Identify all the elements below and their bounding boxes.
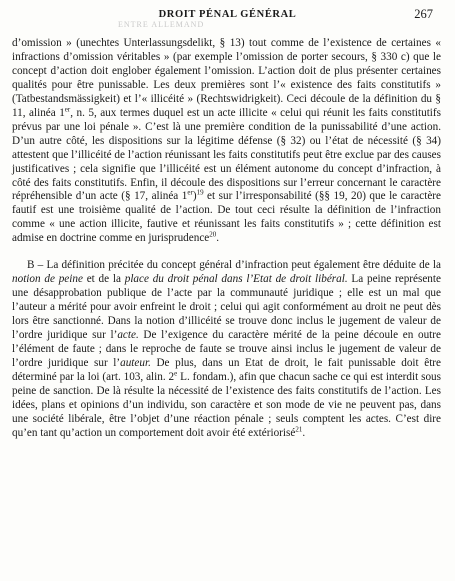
body-text [12, 37, 441, 441]
footnote-ref-19: 19 [196, 188, 204, 197]
running-title: DROIT PÉNAL GÉNÉRAL [158, 9, 297, 20]
text-run: De plus, dans un Etat de droit, le fait punissable doit être déterminé par la loi (art. 103, alin. 2 [12, 356, 441, 383]
paragraph-a [12, 37, 441, 246]
italic-phrase: place du droit pénal dans l’Etat de droit libéral. [124, 273, 348, 286]
text-run: B – La définition précitée du concept général d’infraction peut également être déduite de la [27, 259, 441, 272]
text-run: . [216, 232, 220, 245]
paragraph-b [12, 259, 441, 440]
bleed-through-text: ENTRE ALLEMAND [118, 20, 205, 29]
text-run: d’omission » (unechtes Unterlassungsdelikt, § 13) tout comme de l’existence de certaines « infractions d’omission véritables » (par exemple l’omission de porter secours, § 330 c) que le concept d’action doit englober également l’omission. L’action doit de plus présenter certaines qualités pour être punissable. Les deux premières sont l’« existence des faits constitutifs » (Tatbestandsmässigkeit) et l’« illicéité » (Rechtswidrigkeit). Ceci découle de la définition du § 11, alinéa 1 [12, 37, 441, 119]
italic-phrase: acte. [117, 329, 139, 342]
footnote-ref-21: 21 [295, 425, 303, 433]
text-run: et sur l’irresponsabilité (§§ 19, 20) que le caractère fautif est une troisième qualité de l’action. De tout ceci résulte la définition de l’infraction comme « une action illicite, fautive et réunissant les faits constitutifs » ; cette définition est admise en doctrine comme en jurisprudence [12, 190, 441, 245]
italic-phrase: notion de peine [12, 273, 83, 286]
text-run: . [302, 426, 306, 439]
text-run: ) [192, 190, 197, 203]
ordinal-superscript: er [64, 105, 71, 114]
ordinal-superscript: er [187, 188, 193, 197]
page-number: 267 [414, 7, 433, 21]
footnote-ref-20: 20 [209, 230, 217, 239]
text-run: La peine représente une désapprobation publique de l’acte par la communauté juridique ; elle est un mal que l’auteur a mérité pour avoir enfreint le droit ; celui qui agit conformément au droit ne peut dès lors être sanctionné. Dans la notion d’illicéité se trouve donc inclus le jugement de valeur de l’ordre juridique sur l’ [12, 273, 441, 342]
ordinal-superscript: e [174, 369, 178, 378]
text-run: De l’exigence du caractère mérité de la peine découle en outre l’élément de faute ; dans le reproche de faute se trouve ainsi inclus le jugement de valeur de l’ordre juridique sur l’ [12, 329, 441, 369]
text-run: et de la [82, 273, 125, 286]
running-head [0, 6, 455, 28]
text-run: L. fondam.), afin que chacun sache ce qui est interdit sous peine de sanction. De là résulte la nécessité de l’existence des faits constitutifs de l’action. Les idées, plans et opinions d’un individu, son caractère et son mode de vie ne peuvent pas, dans une société libérale, être l’objet d’une réaction pénale ; seuls comptent les actes. C’est dire qu’en tant qu’action un comportement doit avoir été extériorisé [12, 370, 441, 439]
text-run: , n. 5, aux termes duquel est un acte illicite « celui qui réunit les faits constitutifs prévus par une loi pénale ». C’est là une première condition de la punissabilité d’une action. D’un autre côté, les dispositions sur la légitime défense (§ 32) ou l’état de nécessité (§ 34) attestent que l’illicéité de l’action réunissant les faits constitutifs peut être exclue par des causes justificatives ; cela signifie que l’illicéité est un élément autonome du concept d’infraction, à côté des faits constitutifs. Enfin, il découle des dispositions sur l’erreur concernant le caractère répréhensible d’un acte (§ 17, alinéa 1 [12, 106, 441, 203]
italic-phrase: auteur. [120, 356, 151, 369]
